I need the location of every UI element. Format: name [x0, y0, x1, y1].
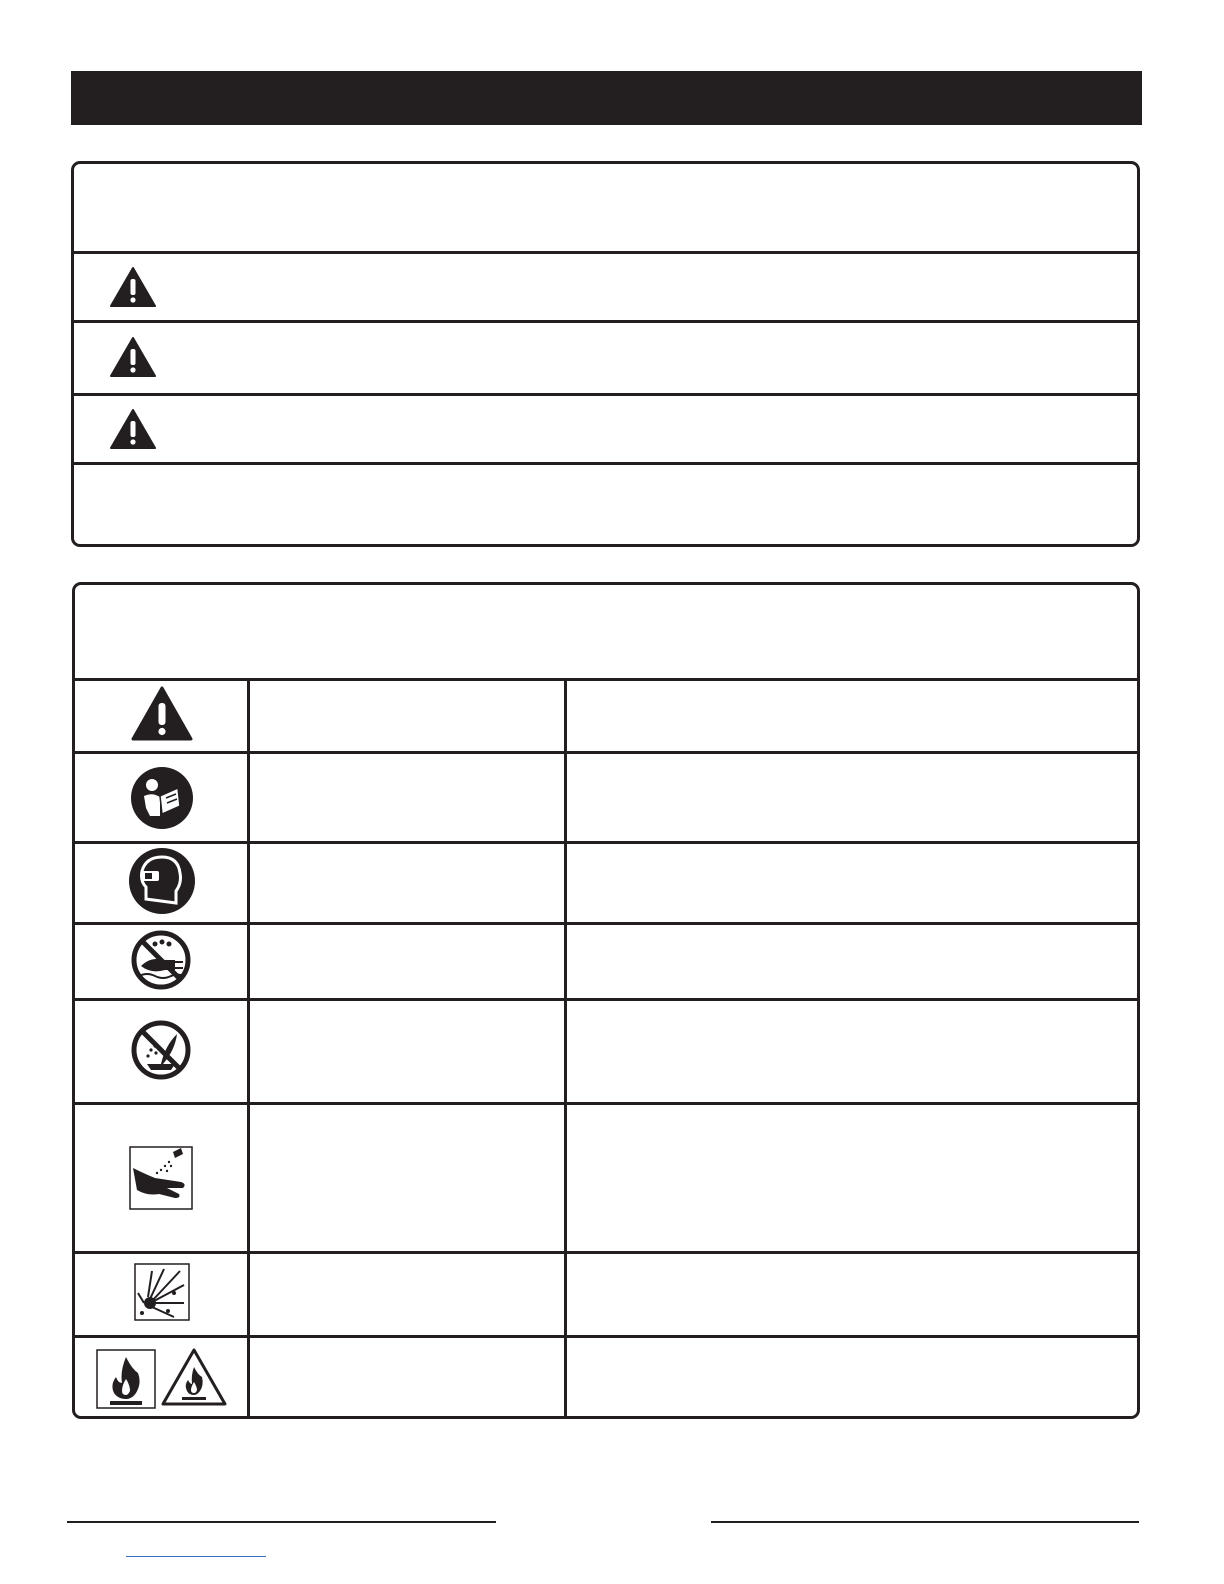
symbol-row: [75, 678, 1137, 754]
symbol-row: [75, 1335, 1137, 1419]
no-wet-conditions-icon: [131, 930, 191, 990]
signal-box-header: [74, 164, 1137, 254]
signal-row-warning: [74, 322, 1137, 396]
eye-protection-icon: [128, 847, 196, 915]
signal-box-footer: [74, 464, 1137, 544]
symbol-row: [75, 1102, 1137, 1254]
footer-rule-right: [711, 1521, 1139, 1523]
symbol-row: [75, 841, 1137, 925]
warning-triangle-icon: [130, 685, 194, 743]
symbol-row: [75, 922, 1137, 1001]
explosion-hazard-icon: [134, 1263, 190, 1321]
warning-triangle-icon: [110, 336, 156, 378]
flammable-icon: [96, 1349, 156, 1409]
symbols-table: [72, 582, 1140, 1419]
footer-link-underline[interactable]: [126, 1556, 266, 1557]
symbol-row: [75, 998, 1137, 1105]
safety-signal-box: [71, 161, 1140, 547]
warning-triangle-icon: [110, 408, 156, 450]
no-spray-at-plants-icon: [131, 1020, 191, 1080]
flammable-warning-triangle-icon: [160, 1347, 228, 1407]
footer-rule-left: [67, 1521, 496, 1523]
page-title-bar: [71, 71, 1142, 125]
warning-triangle-icon: [110, 266, 156, 308]
read-manual-icon: [130, 766, 194, 830]
signal-row-caution: [74, 395, 1137, 465]
symbol-row: [75, 1251, 1137, 1338]
symbols-table-header: [75, 585, 1137, 681]
injection-hazard-icon: [129, 1146, 193, 1210]
symbol-row: [75, 751, 1137, 844]
signal-row-danger: [74, 251, 1137, 323]
